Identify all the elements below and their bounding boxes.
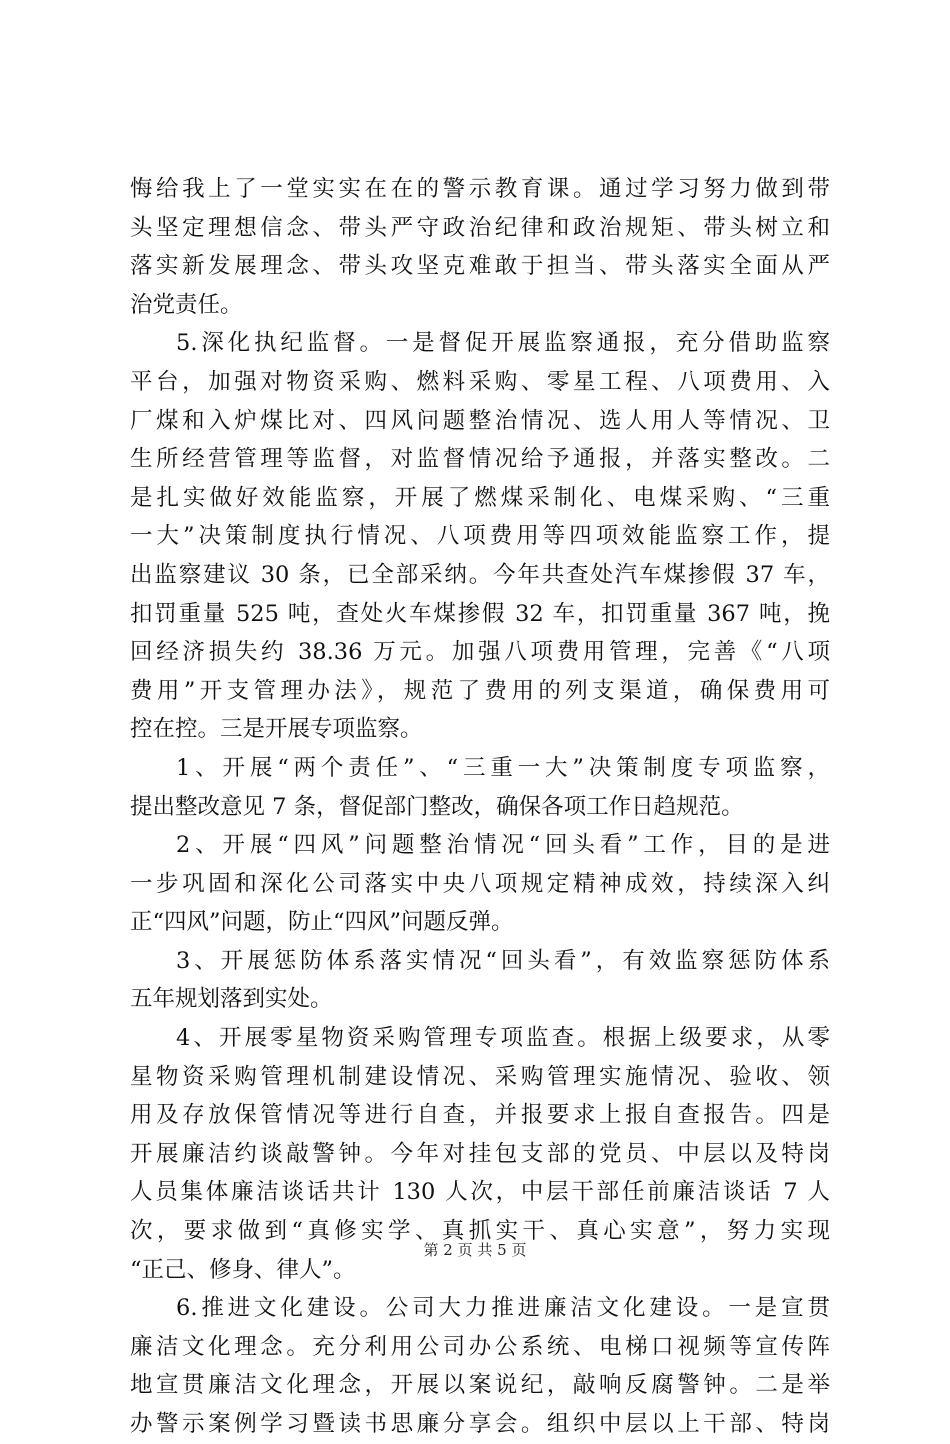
text-line: 生所经营管理等监督，对监督情况给予通报，并落实整改。二 (130, 446, 830, 473)
text-line: 6.推进文化建设。公司大力推进廉洁文化建设。一是宣贯 (176, 1295, 830, 1322)
text-line: “正己、修身、律人”。 (130, 1256, 356, 1283)
text-line: 4、开展零星物资采购管理专项监查。根据上级要求，从零 (176, 1025, 830, 1052)
text-line: 厂煤和入炉煤比对、四风问题整治情况、选人用人等情况、卫 (130, 407, 830, 434)
text-line: 悔给我上了一堂实实在在的警示教育课。通过学习努力做到带 (130, 176, 830, 202)
text-line: 头坚定理想信念、带头严守政治纪律和政治规矩、带头树立和 (130, 214, 830, 241)
text-line: 1、开展“两个责任”、“三重一大”决策制度专项监察， (176, 754, 830, 781)
text-line: 5.深化执纪监督。一是督促开展监察通报，充分借助监察 (176, 330, 830, 357)
text-line: 出监察建议 30 条，已全部采纳。今年共查处汽车煤掺假 37 车， (130, 561, 830, 588)
text-line: 星物资采购管理机制建设情况、采购管理实施情况、验收、领 (130, 1063, 830, 1090)
text-line: 扣罚重量 525 吨，查处火车煤掺假 32 车，扣罚重量 367 吨，挽 (130, 600, 830, 627)
text-line: 开展廉洁约谈敲警钟。今年对挂包支部的党员、中层以及特岗 (130, 1140, 830, 1167)
text-line: 落实新发展理念、带头攻坚克难敢于担当、带头落实全面从严 (130, 253, 830, 280)
text-line: 办警示案例学习暨读书思廉分享会。组织中层以上干部、特岗 (130, 1411, 830, 1437)
text-line: 一步巩固和深化公司落实中央八项规定精神成效，持续深入纠 (130, 870, 830, 897)
text-line: 是扎实做好效能监察，开展了燃煤采制化、电煤采购、“三重 (130, 484, 830, 511)
text-line: 一大”决策制度执行情况、八项费用等四项效能监察工作，提 (130, 523, 830, 550)
text-line: 2、开展“四风”问题整治情况“回头看”工作，目的是进 (176, 832, 830, 859)
text-line: 平台，加强对物资采购、燃料采购、零星工程、八项费用、入 (130, 368, 830, 395)
text-line: 五年规划落到实处。 (130, 986, 333, 1013)
text-line: 人员集体廉洁谈话共计 130 人次，中层干部任前廉洁谈话 7 人 (130, 1179, 830, 1206)
text-line: 用及存放保管情况等进行自查，并报要求上报自查报告。四是 (130, 1102, 830, 1129)
text-line: 正“四风”问题，防止“四风”问题反弹。 (130, 909, 514, 936)
text-line: 控在控。三是开展专项监察。 (130, 716, 423, 743)
text-line: 治党责任。 (130, 291, 243, 318)
text-line: 3、开展惩防体系落实情况“回头看”，有效监察惩防体系 (176, 947, 830, 974)
text-line: 提出整改意见 7 条，督促部门整改，确保各项工作日趋规范。 (130, 793, 744, 820)
text-line: 次，要求做到“真修实学、真抓实干、真心实意”，努力实现 (130, 1218, 830, 1245)
text-line: 廉洁文化理念。充分利用公司办公系统、电梯口视频等宣传阵 (130, 1333, 830, 1360)
text-line: 地宣贯廉洁文化理念，开展以案说纪，敲响反腐警钟。二是举 (130, 1372, 830, 1399)
text-line: 费用”开支管理办法》，规范了费用的列支渠道，确保费用可 (130, 677, 830, 704)
page-footer: 第 2 页 共 5 页 (423, 1241, 527, 1259)
text-line: 回经济损失约 38.36 万元。加强八项费用管理，完善《“八项 (130, 639, 830, 666)
